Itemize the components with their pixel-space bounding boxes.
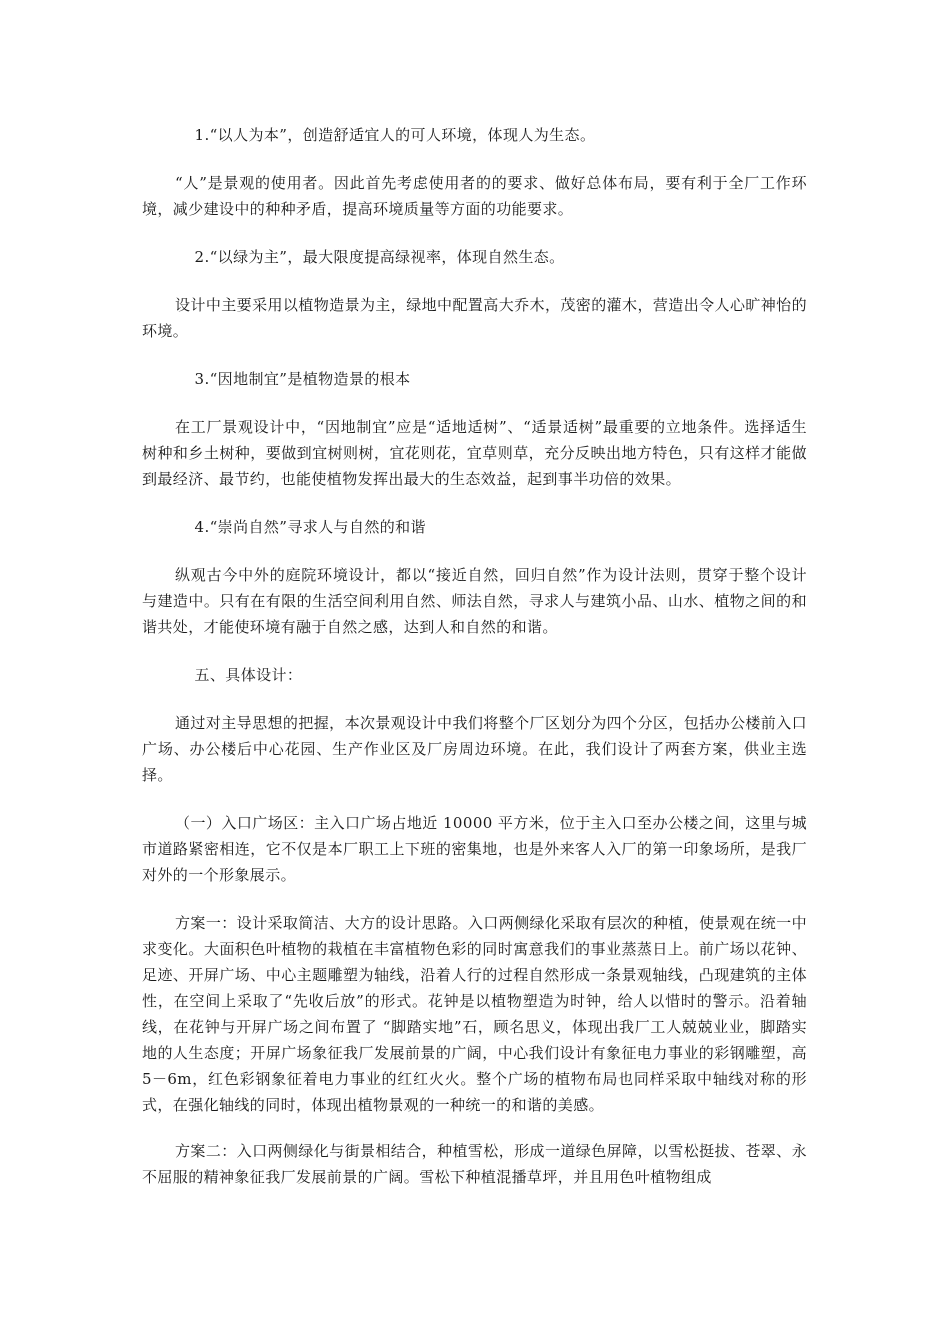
section-heading-4: 4.“崇尚自然”寻求人与自然的和谐 <box>194 518 426 536</box>
document-body <box>142 122 807 1212</box>
paragraph-nature-harmony: 纵观古今中外的庭院环境设计，都以“接近自然，回归自然”作为设计法则，贯穿于整个设计与建造中。只有在有限的生活空间利用自然、师法自然，寻求人与建筑小品、山水、植物之间的和谐共处，才能使环境有融于自然之感，达到人和自然的和谐。 <box>142 566 807 636</box>
paragraph-local-conditions: 在工厂景观设计中，“因地制宜”应是“适地适树”、“适景适树”最重要的立地条件。选择适生树种和乡土树种，要做到宜树则树，宜花则花，宜草则草，充分反映出地方特色，只有这样才能做到最经济、最节约，也能使植物发挥出最大的生态效益，起到事半功倍的效果。 <box>142 418 807 488</box>
paragraph-people-oriented: “人”是景观的使用者。因此首先考虑使用者的的要求、做好总体布局，要有利于全厂工作环境，减少建设中的种种矛盾，提高环境质量等方面的功能要求。 <box>142 174 807 218</box>
section-heading-1: 1.“以人为本”，创造舒适宜人的可人环境，体现人为生态。 <box>194 126 596 144</box>
paragraph-plan-two: 方案二：入口两侧绿化与街景相结合，种植雪松，形成一道绿色屏障，以雪松挺拔、苍翠、永不屈服的精神象征我厂发展前景的广阔。雪松下种植混播草坪，并且用色叶植物组成 <box>142 1142 807 1186</box>
section-heading-2: 2.“以绿为主”，最大限度提高绿视率，体现自然生态。 <box>194 248 565 266</box>
section-heading-5: 五、具体设计： <box>194 666 303 684</box>
section-heading-3: 3.“因地制宜”是植物造景的根本 <box>194 370 411 388</box>
paragraph-zoning: 通过对主导思想的把握，本次景观设计中我们将整个厂区划分为四个分区，包括办公楼前入口广场、办公楼后中心花园、生产作业区及厂房周边环境。在此，我们设计了两套方案，供业主选择。 <box>142 714 807 784</box>
paragraph-entrance-plaza: （一）入口广场区：主入口广场占地近 10000 平方米，位于主入口至办公楼之间，这里与城市道路紧密相连，它不仅是本厂职工上下班的密集地，也是外来客人入厂的第一印象场所，是我厂对外的一个形象展示。 <box>142 814 807 884</box>
paragraph-plan-one: 方案一：设计采取简洁、大方的设计思路。入口两侧绿化采取有层次的种植，使景观在统一中求变化。大面积色叶植物的栽植在丰富植物色彩的同时寓意我们的事业蒸蒸日上。前广场以花钟、足迹、开屏广场、中心主题雕塑为轴线，沿着人行的过程自然形成一条景观轴线，凸现建筑的主体性，在空间上采取了“先收后放”的形式。花钟是以植物塑造为时钟，给人以惜时的警示。沿着轴线，在花钟与开屏广场之间布置了 “脚踏实地”石，顾名思义，体现出我厂工人兢兢业业，脚踏实地的人生态度；开屏广场象征我厂发展前景的广阔，中心我们设计有象征电力事业的彩钢雕塑，高 5－6m，红色彩钢象征着电力事业的红红火火。整个广场的植物布局也同样采取中轴线对称的形式，在强化轴线的同时，体现出植物景观的一种统一的和谐的美感。 <box>142 914 807 1114</box>
paragraph-green-priority: 设计中主要采用以植物造景为主，绿地中配置高大乔木，茂密的灌木，营造出令人心旷神怡的环境。 <box>142 296 807 340</box>
